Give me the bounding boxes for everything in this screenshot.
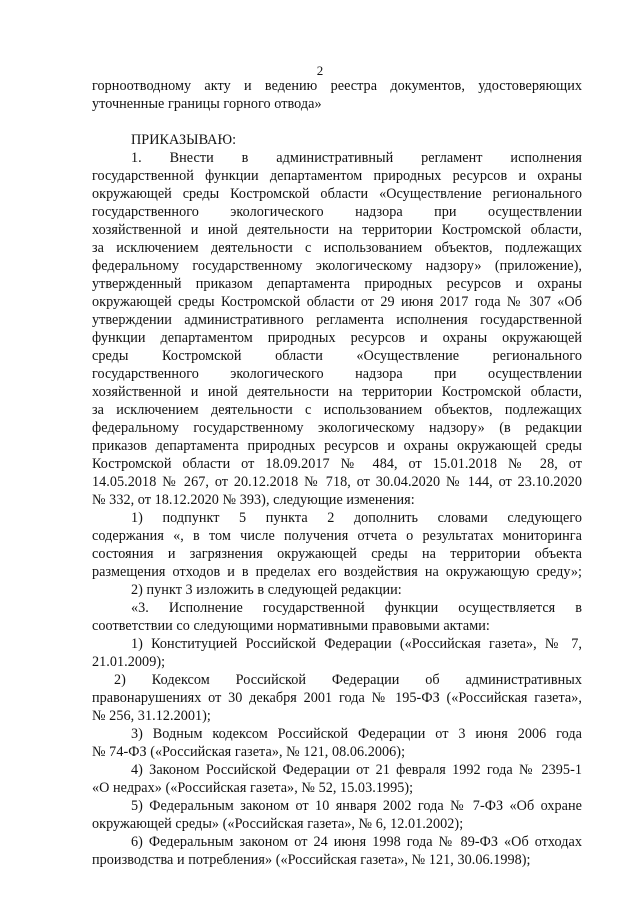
text-line: функции департаментом природных ресурсов и охраны окружающей xyxy=(92,330,582,346)
page-number: 2 xyxy=(316,63,324,78)
text-line: состояния и загрязнения окружающей среды на территории объекта xyxy=(92,546,582,562)
text-line: Костромской области от 18.09.2017 № 484, от 15.01.2018 № 28, от xyxy=(92,456,582,472)
text-line: 6) Федеральным законом от 24 июня 1998 года № 89-ФЗ «Об отходах xyxy=(131,834,582,850)
text-line: государственной функции департаментом природных ресурсов и охраны xyxy=(92,168,582,184)
text-line: «3. Исполнение государственной функции осуществляется в xyxy=(131,600,582,616)
text-line: за исключением деятельности с использованием объектов, подлежащих xyxy=(92,402,582,418)
text-line: 2) Кодексом Российской Федерации об административных xyxy=(114,672,582,688)
text-line: 21.01.2009); xyxy=(92,654,166,670)
text-line: окружающей среды Костромской области «Осуществление регионального xyxy=(92,186,582,202)
text-line: 1) подпункт 5 пункта 2 дополнить словами следующего xyxy=(131,510,582,526)
text-line: утверждении административного регламента исполнения государственной xyxy=(92,312,582,328)
text-line: окружающей среды Костромской области от 29 июня 2017 года № 307 «Об xyxy=(92,294,582,310)
text-line: 5) Федеральным законом от 10 января 2002 года № 7-ФЗ «Об охране xyxy=(131,798,582,814)
text-line: производства и потребления» («Российская газета», № 121, 30.06.1998); xyxy=(92,852,531,868)
text-line: содержания «, в том числе получения отчета о результатах мониторинга xyxy=(92,528,582,544)
text-line: размещения отходов и в пределах его воздействия на окружающую среду»; xyxy=(92,564,582,580)
text-line: среды Костромской области «Осуществление регионального xyxy=(92,348,582,364)
text-line: государственного экологического надзора при осуществлении xyxy=(92,204,582,220)
text-line: приказов департамента природных ресурсов и охраны окружающей среды xyxy=(92,438,582,454)
text-line: утвержденный приказом департамента природных ресурсов и охраны xyxy=(92,276,582,292)
text-line: ПРИКАЗЫВАЮ: xyxy=(131,132,237,148)
text-line: государственного экологического надзора при осуществлении xyxy=(92,366,582,382)
text-line: хозяйственной и иной деятельности на территории Костромской области, xyxy=(92,384,582,400)
text-line: федеральному государственному экологическому надзору» (приложение), xyxy=(92,258,582,274)
text-line: 14.05.2018 № 267, от 20.12.2018 № 718, от 30.04.2020 № 144, от 23.10.2020 xyxy=(92,474,582,490)
text-line: за исключением деятельности с использованием объектов, подлежащих xyxy=(92,240,582,256)
text-line: уточненные границы горного отвода» xyxy=(92,96,322,112)
text-line: горноотводному акту и ведению реестра документов, удостоверяющих xyxy=(92,78,582,94)
text-line: хозяйственной и иной деятельности на территории Костромской области, xyxy=(92,222,582,238)
text-line: 1) Конституцией Российской Федерации («Российская газета», № 7, xyxy=(131,636,582,652)
text-line: федеральному государственному экологическому надзору» (в редакции xyxy=(92,420,582,436)
text-line: соответствии со следующими нормативными правовыми актами: xyxy=(92,618,490,634)
text-line: 2) пункт 3 изложить в следующей редакции: xyxy=(131,582,402,598)
text-line: окружающей среды» («Российская газета», № 6, 12.01.2002); xyxy=(92,816,464,832)
text-line: 1. Внести в административный регламент исполнения xyxy=(131,150,582,166)
text-line: № 332, от 18.12.2020 № 393), следующие изменения: xyxy=(92,492,415,508)
text-line: правонарушениях от 30 декабря 2001 года № 195-ФЗ («Российская газета», xyxy=(92,690,582,706)
text-line: 4) Законом Российской Федерации от 21 февраля 1992 года № 2395-1 xyxy=(131,762,582,778)
text-line: № 256, 31.12.2001); xyxy=(92,708,211,724)
text-line: № 74-ФЗ («Российская газета», № 121, 08.06.2006); xyxy=(92,744,406,760)
text-line: «О недрах» («Российская газета», № 52, 15.03.1995); xyxy=(92,780,414,796)
text-line: 3) Водным кодексом Российской Федерации от 3 июня 2006 года xyxy=(131,726,582,742)
